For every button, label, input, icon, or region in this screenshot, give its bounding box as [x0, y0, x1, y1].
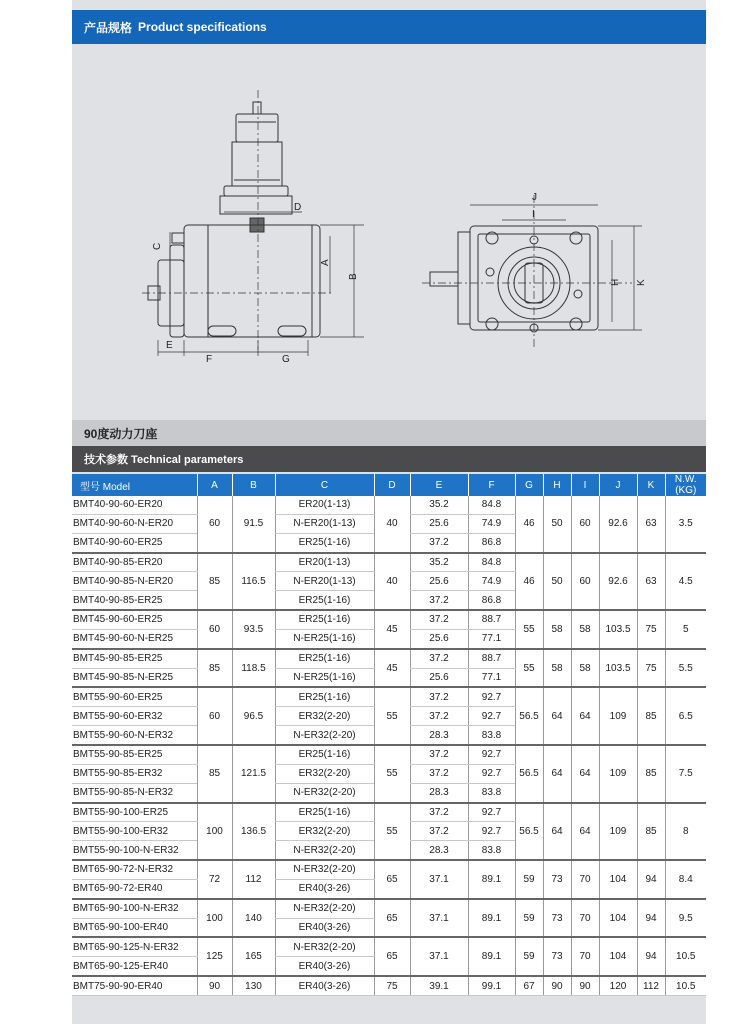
cell-e: 28.3	[410, 841, 468, 860]
cell-k: 94	[637, 899, 665, 938]
col-header-nw: N.W.(KG)	[665, 474, 706, 496]
cell-e: 37.2	[410, 764, 468, 783]
col-header-model: 型号 Model	[72, 474, 197, 496]
cell-f: 92.7	[468, 707, 515, 726]
cell-e: 37.1	[410, 899, 468, 938]
cell-e: 37.2	[410, 707, 468, 726]
cell-g: 56.5	[515, 803, 543, 861]
section-title-text: 90度动力刀座	[84, 426, 158, 441]
col-header-f: F	[468, 474, 515, 496]
cell-nw: 5	[665, 610, 706, 649]
cell-f: 88.7	[468, 610, 515, 629]
table-row	[72, 687, 706, 706]
header-title-en: Product specifications	[138, 20, 267, 34]
table-row	[72, 610, 706, 629]
cell-j: 109	[599, 745, 637, 803]
cell-f: 83.8	[468, 841, 515, 860]
cell-model: BMT55-90-100-N-ER32	[72, 841, 197, 860]
cell-b: 136.5	[232, 803, 275, 861]
header-title-cn: 产品规格	[84, 20, 133, 35]
cell-e: 37.2	[410, 591, 468, 610]
cell-g: 56.5	[515, 687, 543, 745]
cell-j: 109	[599, 803, 637, 861]
cell-d: 65	[374, 860, 410, 899]
cell-g: 59	[515, 937, 543, 976]
cell-i: 90	[571, 976, 599, 995]
cell-i: 60	[571, 553, 599, 611]
cell-model: BMT65-90-125-ER40	[72, 957, 197, 976]
cell-e: 37.2	[410, 687, 468, 706]
col-header-d: D	[374, 474, 410, 496]
cell-d: 55	[374, 803, 410, 861]
cell-d: 45	[374, 649, 410, 688]
cell-c: ER40(3-26)	[275, 879, 374, 898]
cell-f: 92.7	[468, 764, 515, 783]
cell-k: 85	[637, 745, 665, 803]
cell-d: 55	[374, 745, 410, 803]
cell-h: 64	[543, 687, 571, 745]
cell-k: 85	[637, 803, 665, 861]
cell-f: 89.1	[468, 937, 515, 976]
cell-c: N-ER32(2-20)	[275, 937, 374, 956]
cell-nw: 7.5	[665, 745, 706, 803]
cell-f: 74.9	[468, 514, 515, 533]
cell-model: BMT55-90-60-ER32	[72, 707, 197, 726]
cell-a: 100	[197, 899, 232, 938]
cell-model: BMT40-90-85-ER20	[72, 553, 197, 572]
col-header-j: J	[599, 474, 637, 496]
cell-b: 118.5	[232, 649, 275, 688]
cell-model: BMT65-90-100-ER40	[72, 918, 197, 937]
cell-a: 72	[197, 860, 232, 899]
cell-c: ER25(1-16)	[275, 533, 374, 552]
cell-i: 58	[571, 610, 599, 649]
col-header-a: A	[197, 474, 232, 496]
cell-j: 103.5	[599, 649, 637, 688]
cell-e: 37.2	[410, 610, 468, 629]
cell-e: 25.6	[410, 668, 468, 687]
cell-g: 56.5	[515, 745, 543, 803]
cell-c: ER25(1-16)	[275, 649, 374, 668]
cell-model: BMT40-90-60-ER20	[72, 496, 197, 514]
cell-k: 94	[637, 860, 665, 899]
cell-f: 92.7	[468, 803, 515, 822]
cell-j: 92.6	[599, 553, 637, 611]
cell-j: 104	[599, 860, 637, 899]
spec-table-header	[72, 474, 706, 496]
cell-f: 99.1	[468, 976, 515, 995]
cell-c: N-ER32(2-20)	[275, 841, 374, 860]
cell-c: ER40(3-26)	[275, 957, 374, 976]
cell-f: 89.1	[468, 860, 515, 899]
cell-model: BMT55-90-60-ER25	[72, 687, 197, 706]
cell-d: 55	[374, 687, 410, 745]
cell-e: 28.3	[410, 783, 468, 802]
dim-label-c: C	[152, 242, 163, 250]
cell-model: BMT55-90-85-ER25	[72, 745, 197, 764]
table-row	[72, 899, 706, 918]
cell-i: 64	[571, 745, 599, 803]
cell-model: BMT55-90-85-N-ER32	[72, 783, 197, 802]
cell-model: BMT55-90-85-ER32	[72, 764, 197, 783]
dim-label-g: G	[282, 354, 290, 365]
cell-model: BMT45-90-85-ER25	[72, 649, 197, 668]
cell-i: 70	[571, 860, 599, 899]
cell-i: 64	[571, 687, 599, 745]
col-header-e: E	[410, 474, 468, 496]
cell-a: 85	[197, 745, 232, 803]
cell-k: 85	[637, 687, 665, 745]
section-title	[72, 420, 706, 446]
cell-d: 40	[374, 496, 410, 553]
cell-h: 58	[543, 610, 571, 649]
cell-c: N-ER32(2-20)	[275, 726, 374, 745]
cell-g: 55	[515, 649, 543, 688]
section-subheader	[72, 446, 706, 472]
cell-nw: 9.5	[665, 899, 706, 938]
cell-a: 85	[197, 649, 232, 688]
table-row	[72, 649, 706, 668]
cell-model: BMT55-90-100-ER25	[72, 803, 197, 822]
cell-b: 96.5	[232, 687, 275, 745]
dim-label-i: I	[532, 209, 535, 220]
col-header-g: G	[515, 474, 543, 496]
dim-label-d: D	[294, 202, 302, 213]
cell-d: 75	[374, 976, 410, 995]
dim-label-f: F	[206, 354, 213, 365]
dim-label-j: J	[532, 192, 537, 203]
technical-drawing	[72, 60, 706, 410]
cell-j: 104	[599, 899, 637, 938]
cell-k: 63	[637, 553, 665, 611]
cell-c: N-ER20(1-13)	[275, 572, 374, 591]
cell-h: 50	[543, 496, 571, 553]
cell-e: 35.2	[410, 496, 468, 514]
table-row	[72, 803, 706, 822]
cell-g: 46	[515, 496, 543, 553]
cell-c: ER20(1-13)	[275, 496, 374, 514]
cell-h: 50	[543, 553, 571, 611]
cell-g: 59	[515, 899, 543, 938]
cell-c: ER25(1-16)	[275, 591, 374, 610]
cell-f: 77.1	[468, 668, 515, 687]
cell-c: ER32(2-20)	[275, 822, 374, 841]
cell-model: BMT45-90-60-ER25	[72, 610, 197, 629]
cell-c: ER25(1-16)	[275, 745, 374, 764]
cell-j: 104	[599, 937, 637, 976]
cell-e: 37.1	[410, 860, 468, 899]
cell-k: 112	[637, 976, 665, 995]
cell-a: 85	[197, 553, 232, 611]
cell-c: ER25(1-16)	[275, 687, 374, 706]
cell-c: N-ER25(1-16)	[275, 629, 374, 648]
cell-f: 83.8	[468, 783, 515, 802]
cell-f: 92.7	[468, 822, 515, 841]
cell-nw: 6.5	[665, 687, 706, 745]
cell-b: 91.5	[232, 496, 275, 553]
cell-e: 37.2	[410, 745, 468, 764]
cell-i: 60	[571, 496, 599, 553]
cell-e: 39.1	[410, 976, 468, 995]
cell-k: 63	[637, 496, 665, 553]
cell-c: ER40(3-26)	[275, 976, 374, 995]
cell-c: N-ER25(1-16)	[275, 668, 374, 687]
cell-a: 60	[197, 687, 232, 745]
dim-label-k: K	[636, 279, 647, 286]
cell-e: 28.3	[410, 726, 468, 745]
cell-h: 64	[543, 803, 571, 861]
cell-e: 37.2	[410, 649, 468, 668]
cell-model: BMT40-90-60-ER25	[72, 533, 197, 552]
dim-label-b: B	[348, 273, 359, 280]
cell-c: N-ER32(2-20)	[275, 783, 374, 802]
cell-k: 94	[637, 937, 665, 976]
cell-b: 121.5	[232, 745, 275, 803]
cell-model: BMT65-90-100-N-ER32	[72, 899, 197, 918]
cell-f: 92.7	[468, 745, 515, 764]
cell-e: 37.2	[410, 533, 468, 552]
cell-h: 58	[543, 649, 571, 688]
col-header-c: C	[275, 474, 374, 496]
cell-model: BMT65-90-72-N-ER32	[72, 860, 197, 879]
cell-h: 73	[543, 860, 571, 899]
cell-a: 60	[197, 610, 232, 649]
cell-c: ER25(1-16)	[275, 610, 374, 629]
cell-b: 140	[232, 899, 275, 938]
cell-a: 125	[197, 937, 232, 976]
table-row	[72, 860, 706, 879]
cell-b: 165	[232, 937, 275, 976]
cell-e: 25.6	[410, 514, 468, 533]
cell-f: 84.8	[468, 553, 515, 572]
cell-i: 64	[571, 803, 599, 861]
side-view	[142, 90, 364, 356]
cell-e: 25.6	[410, 572, 468, 591]
cell-b: 130	[232, 976, 275, 995]
cell-g: 46	[515, 553, 543, 611]
cell-c: ER32(2-20)	[275, 707, 374, 726]
col-header-b: B	[232, 474, 275, 496]
cell-c: ER20(1-13)	[275, 553, 374, 572]
cell-f: 77.1	[468, 629, 515, 648]
cell-f: 86.8	[468, 533, 515, 552]
cell-i: 70	[571, 937, 599, 976]
cell-d: 40	[374, 553, 410, 611]
cell-b: 93.5	[232, 610, 275, 649]
dim-label-e: E	[166, 340, 173, 351]
cell-model: BMT65-90-72-ER40	[72, 879, 197, 898]
cell-i: 58	[571, 649, 599, 688]
table-row	[72, 745, 706, 764]
col-header-k: K	[637, 474, 665, 496]
cell-model: BMT45-90-85-N-ER25	[72, 668, 197, 687]
cell-c: ER25(1-16)	[275, 803, 374, 822]
cell-e: 37.2	[410, 822, 468, 841]
cell-e: 37.2	[410, 803, 468, 822]
cell-nw: 4.5	[665, 553, 706, 611]
cell-c: N-ER32(2-20)	[275, 899, 374, 918]
col-header-h: H	[543, 474, 571, 496]
dim-label-h: H	[610, 278, 621, 286]
cell-b: 116.5	[232, 553, 275, 611]
cell-i: 70	[571, 899, 599, 938]
cell-f: 86.8	[468, 591, 515, 610]
cell-j: 120	[599, 976, 637, 995]
cell-f: 74.9	[468, 572, 515, 591]
cell-model: BMT75-90-90-ER40	[72, 976, 197, 995]
cell-c: ER40(3-26)	[275, 918, 374, 937]
cell-a: 60	[197, 496, 232, 553]
cell-g: 59	[515, 860, 543, 899]
cell-nw: 5.5	[665, 649, 706, 688]
cell-model: BMT40-90-85-N-ER20	[72, 572, 197, 591]
cell-model: BMT40-90-60-N-ER20	[72, 514, 197, 533]
cell-f: 92.7	[468, 687, 515, 706]
cell-c: N-ER20(1-13)	[275, 514, 374, 533]
cell-c: N-ER32(2-20)	[275, 860, 374, 879]
cell-d: 65	[374, 937, 410, 976]
cell-nw: 8.4	[665, 860, 706, 899]
cell-model: BMT55-90-100-ER32	[72, 822, 197, 841]
cell-model: BMT65-90-125-N-ER32	[72, 937, 197, 956]
spec-table-body	[72, 496, 706, 995]
cell-g: 67	[515, 976, 543, 995]
cell-c: ER32(2-20)	[275, 764, 374, 783]
cell-j: 103.5	[599, 610, 637, 649]
cell-h: 64	[543, 745, 571, 803]
cell-f: 89.1	[468, 899, 515, 938]
section-subheader-text: 技术参数 Technical parameters	[84, 454, 244, 466]
cell-e: 35.2	[410, 553, 468, 572]
cell-nw: 3.5	[665, 496, 706, 553]
cell-j: 109	[599, 687, 637, 745]
cell-e: 37.1	[410, 937, 468, 976]
cell-model: BMT40-90-85-ER25	[72, 591, 197, 610]
cell-f: 84.8	[468, 496, 515, 514]
cell-g: 55	[515, 610, 543, 649]
cell-k: 75	[637, 610, 665, 649]
cell-a: 100	[197, 803, 232, 861]
cell-d: 65	[374, 899, 410, 938]
cell-j: 92.6	[599, 496, 637, 553]
cell-b: 112	[232, 860, 275, 899]
col-header-i: I	[571, 474, 599, 496]
cell-h: 73	[543, 899, 571, 938]
table-row	[72, 496, 706, 514]
cell-nw: 10.5	[665, 937, 706, 976]
cell-f: 83.8	[468, 726, 515, 745]
cell-model: BMT55-90-60-N-ER32	[72, 726, 197, 745]
table-row	[72, 553, 706, 572]
cell-model: BMT45-90-60-N-ER25	[72, 629, 197, 648]
table-row	[72, 937, 706, 956]
cell-e: 25.6	[410, 629, 468, 648]
header-bar	[72, 10, 706, 44]
cell-d: 45	[374, 610, 410, 649]
cell-a: 90	[197, 976, 232, 995]
table-row	[72, 976, 706, 995]
dim-label-a: A	[320, 259, 331, 266]
cell-nw: 8	[665, 803, 706, 861]
spec-table	[72, 474, 706, 996]
cell-f: 88.7	[468, 649, 515, 668]
cell-k: 75	[637, 649, 665, 688]
cell-nw: 10.5	[665, 976, 706, 995]
cell-h: 73	[543, 937, 571, 976]
cell-h: 90	[543, 976, 571, 995]
